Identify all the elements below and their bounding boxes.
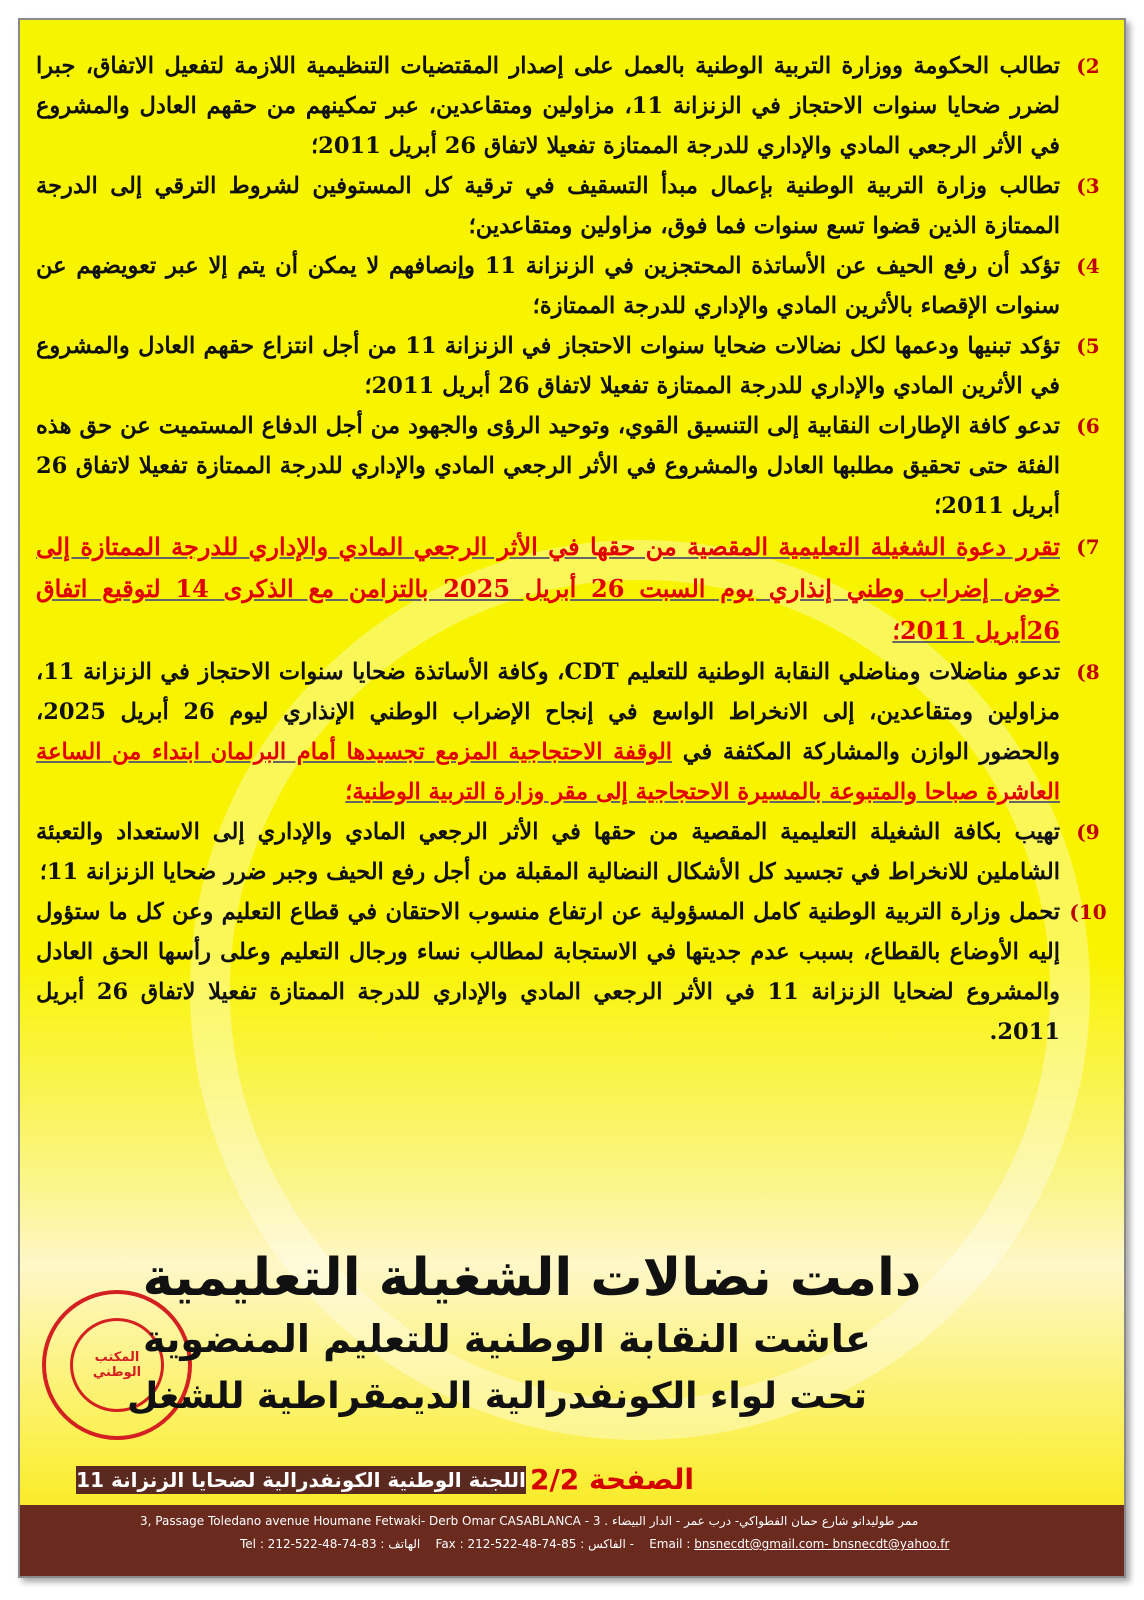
slogans xyxy=(20,1245,1124,1427)
clause-number: 2) xyxy=(1076,54,1100,78)
clause-number: 6) xyxy=(1076,414,1100,438)
committee-name: اللجنة الوطنية الكونفدرالية لضحايا الزنزانة 11 xyxy=(76,1468,526,1492)
clause-text: تطالب الحكومة ووزارة التربية الوطنية بالعمل على إصدار المقتضيات التنظيمية اللازمة لتفعيل الاتفاق، جبرا لضرر ضحايا سنوات الاحتجاز في الزنزانة 11، مزاولين ومتقاعدين، عبر تمكينهم من حقهم العادل والمشروع في الأثر الرجعي المادي والإداري للدرجة الممتازة تفعيلا لاتفاق 26 أبريل 2011؛ xyxy=(36,53,1061,159)
slogan-line-3: تحت لواء الكونفدرالية الديمقراطية للشغل xyxy=(127,1376,867,1417)
clause-item xyxy=(36,166,1110,246)
clause-text: تدعو مناضلات ومناضلي النقابة الوطنية للتعليم CDT، وكافة الأساتذة ضحايا سنوات الاحتجاز في الزنزانة 11، مزاولين ومتقاعدين، إلى الانخراط الواسع في إنجاح الإضراب الوطني الإنذاري ليوم 26 أبريل 2025، والحضور الوازن والمشاركة المكثفة في xyxy=(36,659,1060,765)
clause-text: تدعو كافة الإطارات النقابية إلى التنسيق القوي، وتوحيد الرؤى والجهود من أجل الدفاع المستميت عن حق هذه الفئة حتى تحقيق مطلبها العادل والمشروع في الأثر الرجعي المادي والإداري للدرجة الممتازة تفعيلا لاتفاق 26 أبريل 2011؛ xyxy=(36,413,1060,519)
clause-number: 3) xyxy=(1076,174,1100,198)
clause-text: تهيب بكافة الشغيلة التعليمية المقصية من حقها في الأثر الرجعي المادي والإداري إلى الاستعداد والتعبئة الشاملين للانخراط في تجسيد كل الأشكال النضالية المقبلة من أجل رفع الحيف وجبر ضرر ضحايا الزنزانة 11؛ xyxy=(36,819,1060,885)
clause-text: تؤكد تبنيها ودعمها لكل نضالات ضحايا سنوات الاحتجاز في الزنزانة 11 من أجل انتزاع حقهم العادل والمشروع في الأثرين المادي والإداري للدرجة الممتازة تفعيلا لاتفاق 26 أبريل 2011؛ xyxy=(36,333,1061,399)
footer-band xyxy=(20,1458,1124,1502)
clause-item xyxy=(36,892,1110,1052)
clause-number: 7) xyxy=(1076,535,1100,559)
email-links[interactable]: bnsnecdt@gmail.com- bnsnecdt@yahoo.fr xyxy=(694,1537,950,1551)
clause-item xyxy=(36,246,1110,326)
fax: Fax : 212-522-48-74-85 : الفاكس - xyxy=(435,1537,634,1551)
clause-list xyxy=(36,46,1110,1052)
clause-text: تقرر دعوة الشغيلة التعليمية المقصية من حقها في الأثر الرجعي المادي والإداري للدرجة الممتازة إلى خوض إضراب وطني إنذاري يوم السبت 26 أبريل 2025 بالتزامن مع الذكرى 14 لتوقيع اتفاق 26أبريل 2011؛ xyxy=(36,532,1060,645)
email-label: Email : xyxy=(649,1537,691,1551)
clause-highlight: الوقفة الاحتجاجية المزمع تجسيدها أمام البرلمان ابتداء من الساعة العاشرة صباحا والمتبوعة بالمسيرة الاحتجاجية إلى مقر وزارة التربية الوطنية؛ xyxy=(36,739,1060,805)
clause-number: 10) xyxy=(1069,900,1107,924)
stamp-center-text: المكتب الوطني xyxy=(70,1318,164,1412)
postal-address: 3, Passage Toledano avenue Houmane Fetwaki- Derb Omar CASABLANCA - 3 . ممر طوليدانو شارع حمان الفطواكي- درب عمر - الدار البيضاء xyxy=(140,1514,919,1528)
clause-item xyxy=(36,46,1110,166)
clause-item xyxy=(36,652,1110,812)
clause-text: تحمل وزارة التربية الوطنية كامل المسؤولية عن ارتفاع منسوب الاحتقان في قطاع التعليم وعن كل ما ستؤول إليه الأوضاع بالقطاع، بسبب عدم جديتها في الاستجابة لمطالب نساء ورجال التعليم وعلى رأسها الحق العادل والمشروع لضحايا الزنزانة 11 في الأثر الرجعي المادي والإداري للدرجة الممتازة تفعيلا لاتفاق 26 أبريل 2011. xyxy=(36,899,1060,1045)
slogan-line-2: عاشت النقابة الوطنية للتعليم المنضوية xyxy=(143,1317,871,1361)
clause-number: 4) xyxy=(1076,254,1100,278)
page-number: الصفحة 2/2 xyxy=(530,1463,694,1496)
clause-text: تطالب وزارة التربية الوطنية بإعمال مبدأ التسقيف في ترقية كل المستوفين لشروط الترقي إلى الدرجة الممتازة الذين قضوا تسع سنوات فما فوق، مزاولين ومتقاعدين؛ xyxy=(36,173,1060,239)
clause-item xyxy=(36,326,1110,406)
clause-item xyxy=(36,526,1110,652)
clause-item xyxy=(36,406,1110,526)
clause-number: 8) xyxy=(1076,660,1100,684)
address-bar xyxy=(20,1505,1124,1576)
slogan-line-1: دامت نضالات الشغيلة التعليمية xyxy=(142,1248,922,1308)
document-page xyxy=(18,18,1126,1578)
telephone: Tel : 212-522-48-74-83 : الهاتف xyxy=(240,1537,421,1551)
contact-line xyxy=(240,1537,1114,1551)
clause-text: تؤكد أن رفع الحيف عن الأساتذة المحتجزين في الزنزانة 11 وإنصافهم لا يمكن أن يتم إلا عبر تعويضهم عن سنوات الإقصاء بالأثرين المادي والإداري للدرجة الممتازة؛ xyxy=(36,253,1060,319)
clause-number: 5) xyxy=(1076,334,1100,358)
clause-number: 9) xyxy=(1076,820,1100,844)
clause-item xyxy=(36,812,1110,892)
